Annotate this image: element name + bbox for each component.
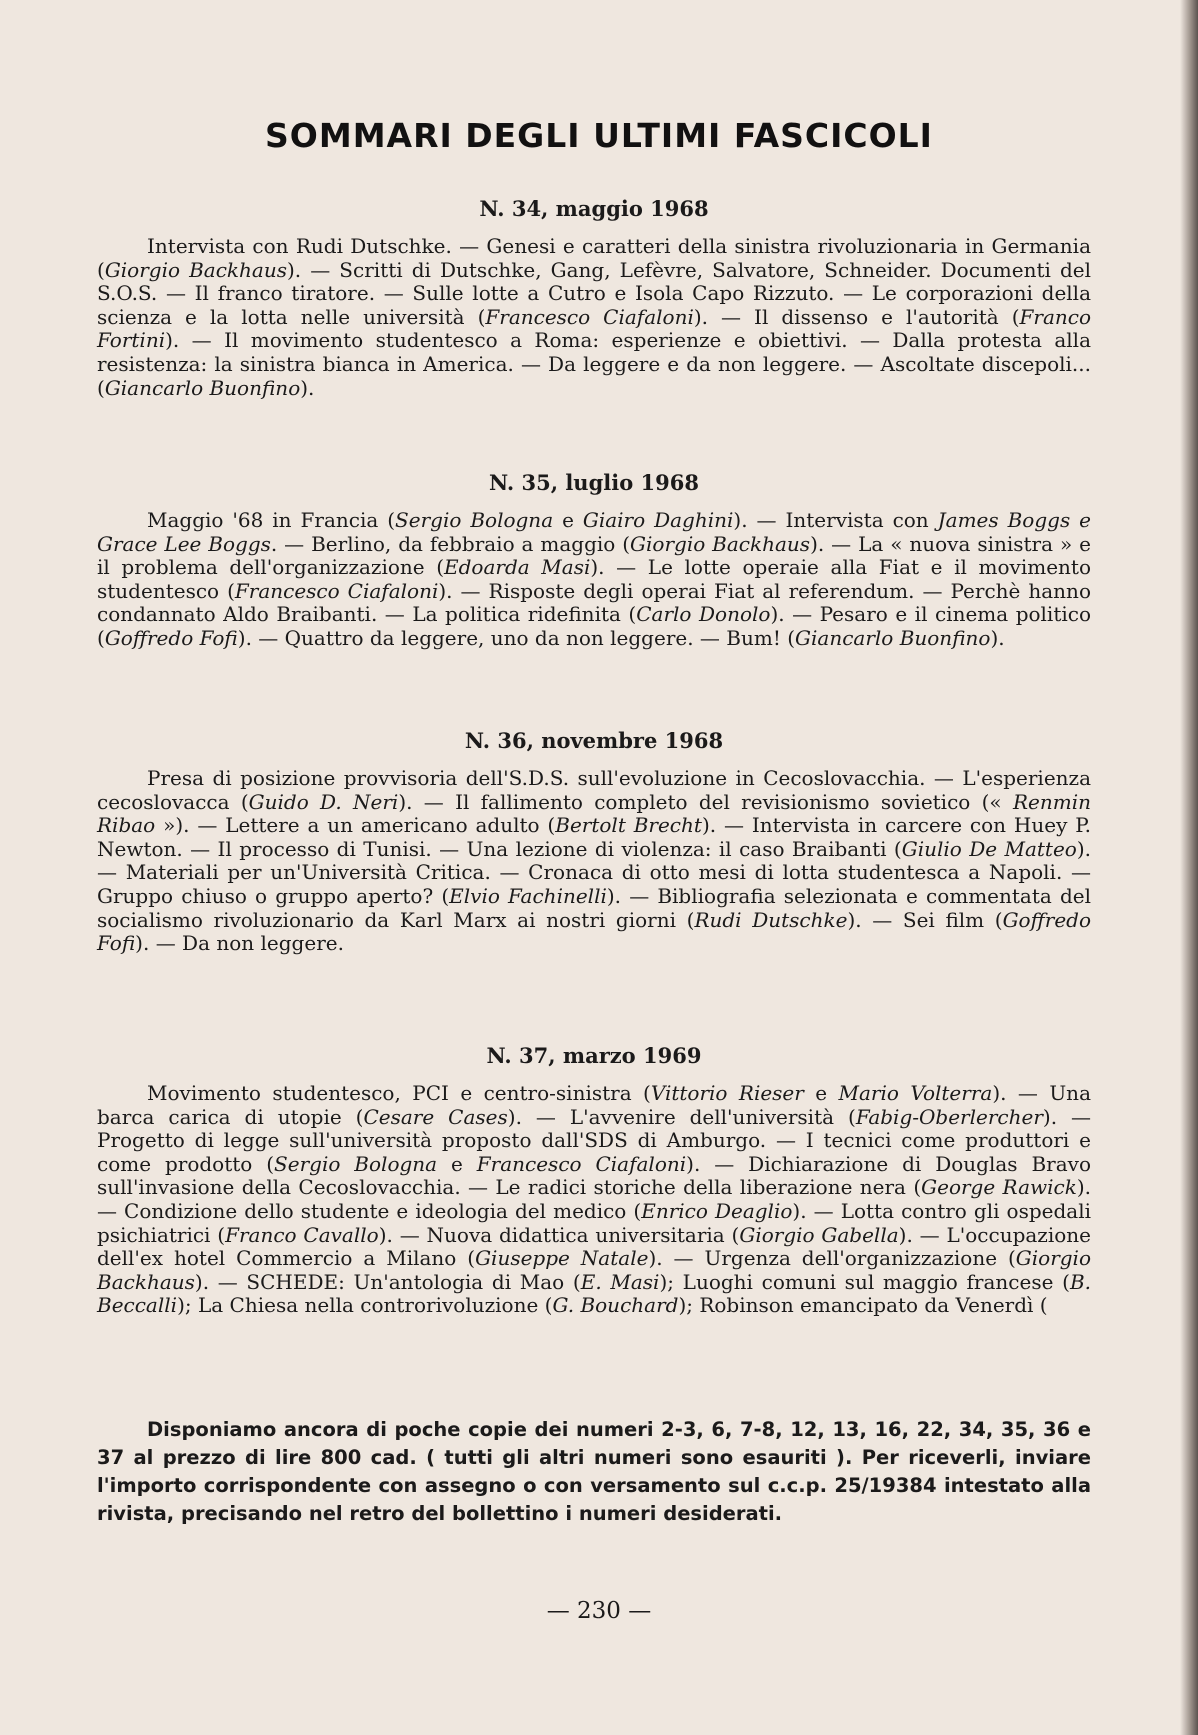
- issue-heading: N. 35, luglio 1968: [489, 470, 699, 495]
- issue-36-summary: [97, 728, 1091, 956]
- issue-34-summary: [97, 196, 1091, 400]
- page-number: — 230 —: [546, 1598, 652, 1624]
- issue-contents: Maggio '68 in Francia (Sergio Bologna e Giairo Daghini). — Intervista con James Boggs e Grace Lee Boggs. — Berlino, da febbraio a maggio (Giorgio Backhaus). — La « nuova sinistra » e il problema dell'organizzazione (Edoarda Masi). — Le lotte operaie alla Fiat e il movimento studentesco (Francesco Ciafaloni). — Risposte degli operai Fiat al referendum. — Perchè hanno condannato Aldo Braibanti. — La politica ridefinita (Carlo Donolo). — Pesaro e il cinema politico (Goffredo Fofi). — Quattro da leggere, uno da non leggere. — Bum! (Giancarlo Buonfino).: [97, 508, 1092, 650]
- issue-contents: Intervista con Rudi Dutschke. — Genesi e caratteri della sinistra rivoluzionaria in Germania (Giorgio Backhaus). — Scritti di Dutschke, Gang, Lefèvre, Salvatore, Schneider. Documenti del S.O.S. — Il franco tiratore. — Sulle lotte a Cutro e Isola Capo Rizzuto. — Le corporazioni della scienza e la lotta nelle università (Francesco Ciafaloni). — Il dissenso e l'autorità (Franco Fortini). — Il movimento studentesco a Roma: esperienze e obiettivi. — Dalla protesta alla resistenza: la sinistra bianca in America. — Da leggere e da non leggere. — Ascoltate discepoli... (Giancarlo Buonfino).: [97, 234, 1092, 400]
- issue-contents: Movimento studentesco, PCI e centro-sinistra (Vittorio Rieser e Mario Volterra). — Una barca carica di utopie (Cesare Cases). — L'avvenire dell'università (Fabig-Oberlercher). — Progetto di legge sull'università proposto dall'SDS di Amburgo. — I tecnici come produttori e come prodotto (Sergio Bologna e Francesco Ciafaloni). — Dichiarazione di Douglas Bravo sull'invasione della Cecoslovacchia. — Le radici storiche della liberazione nera (George Rawick). — Condizione dello studente e ideologia del medico (Enrico Deaglio). — Lotta contro gli ospedali psichiatrici (Franco Cavallo). — Nuova didattica universitaria (Giorgio Gabella). — L'occupazione dell'ex hotel Commercio a Milano (Giuseppe Natale). — Urgenza dell'organizzazione (Giorgio Backhaus). — SCHEDE: Un'antologia di Mao (E. Masi); Luoghi comuni sul maggio francese (B. Beccalli); La Chiesa nella controrivoluzione (G. Bouchard); Robinson emancipato da Venerdì (: [97, 1081, 1092, 1318]
- issue-heading: N. 37, marzo 1969: [486, 1043, 702, 1068]
- page-title: SOMMARI DEGLI ULTIMI FASCICOLI: [265, 116, 933, 155]
- availability-notice: Disponiamo ancora di poche copie dei numeri 2-3, 6, 7-8, 12, 13, 16, 22, 34, 35, 36 e 37 al prezzo di lire 800 cad. ( tutti gli altri numeri sono esauriti ). Per riceverli, inviare l'importo corrispondente con assegno o con versamento sul c.c.p. 25/19384 intestato alla rivista, precisando nel retro del bollettino i numeri desiderati.: [97, 1418, 1091, 1525]
- issue-contents: Presa di posizione provvisoria dell'S.D.S. sull'evoluzione in Cecoslovacchia. — L'esperienza cecoslovacca (Guido D. Neri). — Il fallimento completo del revisionismo sovietico (« Renmin Ribao »). — Lettere a un americano adulto (Bertolt Brecht). — Intervista in carcere con Huey P. Newton. — Il processo di Tunisi. — Una lezione di violenza: il caso Braibanti (Giulio De Matteo). — Materiali per un'Università Critica. — Cronaca di otto mesi di lotta studentesca a Napoli. — Gruppo chiuso o gruppo aperto? (Elvio Fachinelli). — Bibliografia selezionata e commentata del socialismo rivoluzionario da Karl Marx ai nostri giorni (Rudi Dutschke). — Sei film (Goffredo Fofi). — Da non leggere.: [97, 766, 1092, 956]
- issue-37-summary: [97, 1043, 1091, 1318]
- issue-heading: N. 36, novembre 1968: [464, 728, 724, 753]
- issue-35-summary: [97, 470, 1091, 651]
- issue-heading: N. 34, maggio 1968: [479, 196, 709, 221]
- page-edge-shadow: [1180, 0, 1198, 1735]
